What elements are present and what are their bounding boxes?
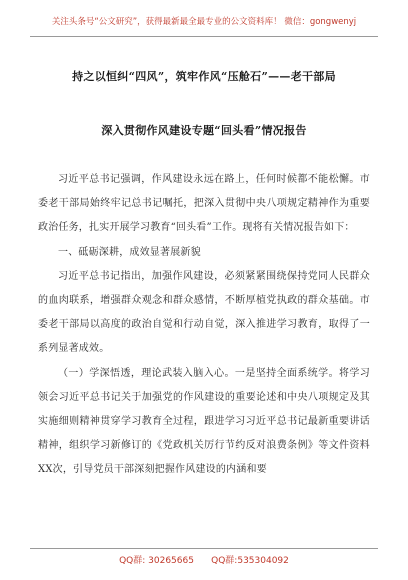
document-body (38, 168, 370, 483)
footer-qq-group-2: QQ群:535304092 (211, 556, 289, 566)
document-title-line-2: 深入贯彻作风建设专题“回头看”情况报告 (101, 124, 307, 137)
body-paragraph-intro: 习近平总书记强调，作风建设永远在路上，任何时候都不能松懈。市委老干部局始终牢记总书记嘱托，把深入贯彻中央八项规定精神作为重要政治任务，扎实开展学习教育“回头看”工作。现将有关情况报告如下： (38, 174, 370, 234)
header-divider (30, 36, 378, 37)
section-heading: 一、砥砺深耕，成效显著展新貌 (58, 246, 201, 258)
body-paragraph-2: 习近平总书记指出，加强作风建设，必须紧紧围绕保持党同人民群众的血肉联系，增强群众观念和群众感情，不断厚植党执政的群众基础。市委老干部局以高度的政治自觉和行动自觉，深入推进学习教育，取得了一系列显著成效。 (38, 270, 370, 355)
footer-contact (0, 553, 408, 566)
footer-qq-group-1: QQ群: 30265665 (119, 556, 194, 566)
body-paragraph-3: （一）学深悟透，理论武装入脑入心。一是坚持全面系统学。将学习领会习近平总书记关于加强党的作风建设的重要论述和中央八项规定及其实施细则精神贯穿学习教育全过程，跟进学习习近平总书记最新重要讲话精神，组织学习新修订的《党政机关厉行节约反对浪费条例》等文件资料XX次，引导党员干部深刻把握作风建设的内涵和要 (38, 367, 370, 476)
header-promo-text: 关注头条号“公文研究”，获得最新最全最专业的公文资料库！ 微信：gongwenyj (51, 17, 357, 27)
footer-divider (30, 548, 378, 549)
document-title-line-1: 持之以恒纠“四风”，筑牢作风“压舱石”——老干部局 (72, 70, 336, 83)
